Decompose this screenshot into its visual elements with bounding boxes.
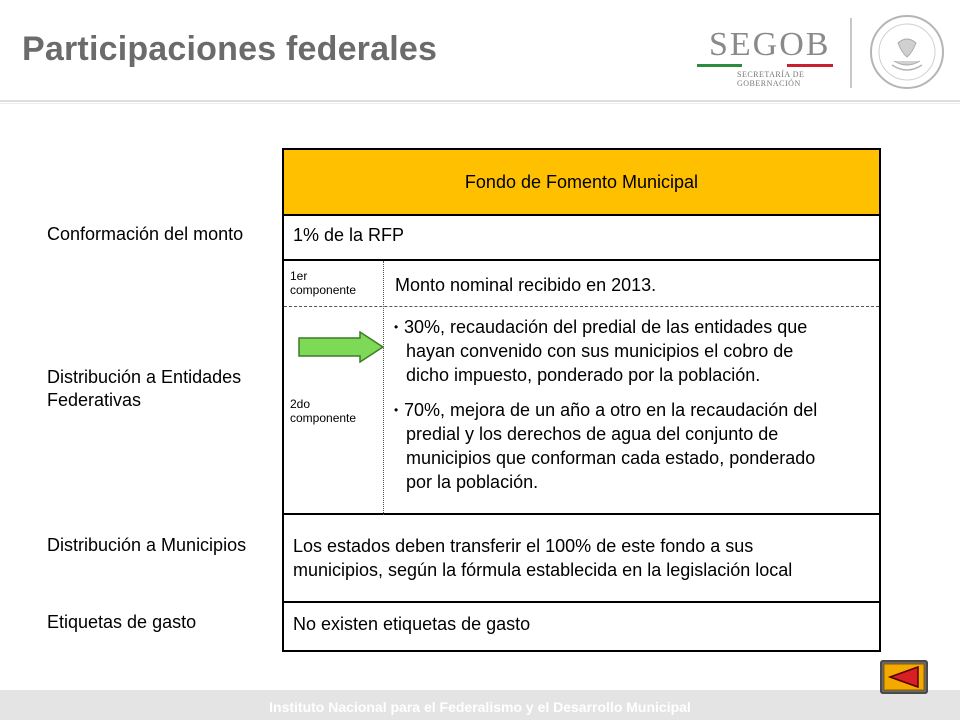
header-divider: [0, 100, 960, 102]
row-municipios: [284, 515, 879, 603]
label-distribucion-municipios: Distribución a Municipios: [47, 535, 247, 555]
component-2-label: [290, 397, 356, 425]
component-2-bullet-1-text: [404, 315, 874, 387]
bullet-1-line-2: hayan convenido con sus municipios el cobro de: [406, 341, 794, 361]
municipios-text: [293, 534, 792, 582]
logo-subtitle: [737, 70, 804, 88]
segob-logo: [697, 24, 833, 90]
component-1-label-line-2: componente: [290, 283, 357, 297]
component-2-bullet-2-text: [404, 398, 874, 494]
label-distribucion-entidades-line-1: Distribución a Entidades: [47, 367, 242, 387]
component-1-label-line-1: 1er: [290, 269, 308, 283]
logo-separator: [850, 18, 852, 88]
table-header: [284, 150, 879, 216]
conformacion-value: 1% de la RFP: [293, 225, 405, 245]
logo-word: SEGOB: [709, 26, 831, 63]
footer-text: Instituto Nacional para el Federalismo y el Desarrollo Municipal: [269, 699, 691, 715]
bullet-dot: •: [394, 320, 399, 334]
row-etiquetas: [284, 603, 879, 650]
component-1-text: Monto nominal recibido en 2013.: [395, 275, 657, 295]
label-conformacion: Conformación del monto: [47, 224, 244, 244]
component-1-label: [290, 269, 356, 297]
bullet-2-line-3: municipios que conforman cada estado, ponderado: [406, 448, 816, 468]
component-2-label-line-1: 2do: [290, 397, 311, 411]
left-triangle-icon: [880, 660, 928, 694]
label-distribucion-entidades-line-2: Federativas: [47, 390, 142, 410]
bullet-2-line-2: predial y los derechos de agua del conjunto de: [406, 424, 779, 444]
row-component-1: [284, 261, 879, 307]
right-arrow-icon: [298, 331, 384, 363]
bullet-2-line-4: por la población.: [406, 472, 539, 492]
header-divider-light: [0, 103, 960, 104]
fund-table: [282, 148, 881, 652]
bullet-1-line-3: dicho impuesto, ponderado por la población.: [406, 365, 761, 385]
row-conformacion: [284, 216, 879, 261]
label-etiquetas: Etiquetas de gasto: [47, 612, 197, 632]
table-header-text: Fondo de Fomento Municipal: [464, 171, 699, 192]
municipios-line-2: municipios, según la fórmula establecida en la legislación local: [293, 560, 793, 580]
bullet-1-line-1: 30%, recaudación del predial de las entidades que: [404, 317, 808, 337]
bullet-2-line-1: 70%, mejora de un año a otro en la recaudación del: [404, 400, 818, 420]
component-divider: [383, 261, 384, 515]
page-title: Participaciones federales: [22, 30, 438, 68]
logo-subtitle-line-2: GOBERNACIÓN: [737, 79, 801, 88]
mexico-national-seal-icon: [868, 13, 946, 91]
bullet-dot: •: [394, 403, 399, 417]
logo-subtitle-line-1: SECRETARÍA DE: [737, 70, 805, 79]
back-button[interactable]: [880, 660, 928, 694]
etiquetas-value: No existen etiquetas de gasto: [293, 614, 531, 634]
label-distribucion-entidades: [47, 366, 241, 412]
component-2-label-line-2: componente: [290, 411, 357, 425]
logo-tricolor-line: [697, 64, 833, 67]
municipios-line-1: Los estados deben transferir el 100% de este fondo a sus: [293, 536, 754, 556]
